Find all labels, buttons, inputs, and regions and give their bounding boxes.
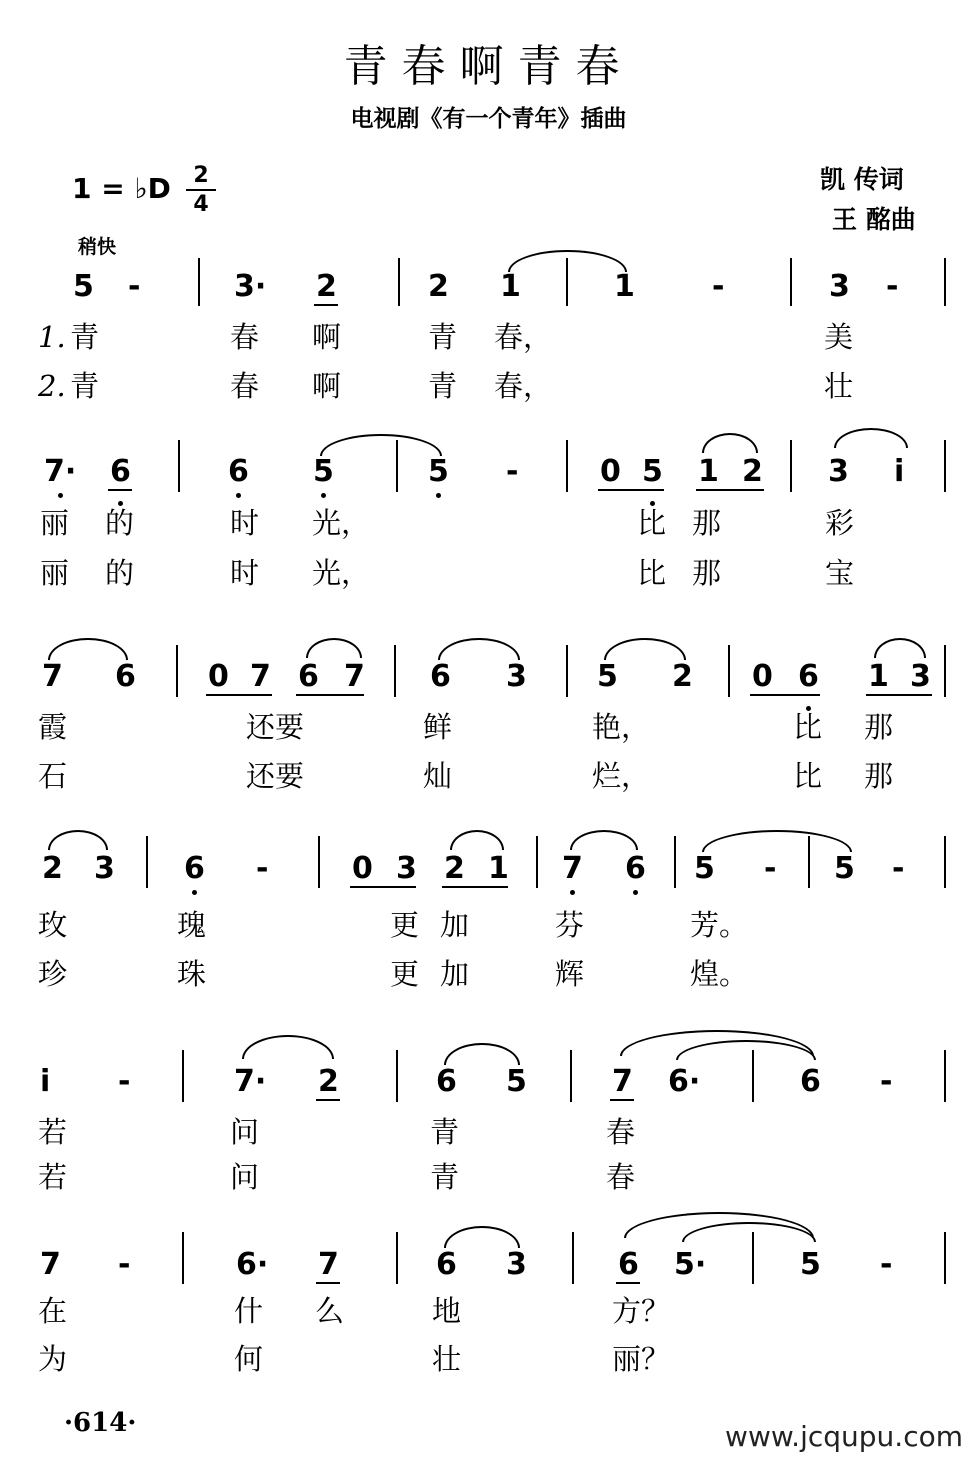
note: 2 [742, 454, 763, 489]
slur [48, 830, 108, 850]
lyric: 玫 [38, 908, 68, 942]
note: 6· [668, 1064, 701, 1099]
barline [146, 836, 148, 888]
barline [944, 645, 946, 697]
lyric: 芳。 [690, 908, 749, 942]
lyric: 那 [692, 506, 722, 540]
note: 6 [618, 1247, 639, 1282]
barline [178, 440, 180, 492]
lyric: 那 [692, 556, 722, 590]
note-text: 5 [313, 454, 334, 489]
note: 3· [234, 269, 267, 304]
slur [306, 638, 362, 658]
lyric: 青 [430, 1160, 460, 1194]
lyric: 若 [38, 1115, 68, 1149]
barline [182, 1050, 184, 1102]
note: 1 [488, 851, 509, 886]
lyric: 美 [824, 320, 854, 354]
note [228, 455, 249, 489]
note: 1 [868, 659, 889, 694]
lyric: 青 [430, 1115, 460, 1149]
slur [874, 638, 926, 658]
note: 5 [597, 659, 618, 694]
note: 0 [352, 851, 373, 886]
note: 1 [698, 454, 719, 489]
tie [702, 830, 852, 852]
note: 5 [800, 1247, 821, 1282]
lyric: 地 [432, 1294, 462, 1328]
note-text: 6 [184, 851, 205, 886]
note: - [886, 269, 899, 304]
lyric: 的 [105, 506, 135, 540]
underline [696, 489, 764, 491]
slur [242, 1035, 334, 1059]
lyric: 丽 [40, 556, 70, 590]
note: 3 [396, 851, 417, 886]
lyric: 芬 [555, 908, 585, 942]
lyric: 石 [38, 759, 68, 793]
underline [598, 489, 664, 491]
note [184, 852, 205, 886]
lyric: 春 [606, 1115, 636, 1149]
lyric: 光， [312, 556, 371, 590]
note: 0 [208, 659, 229, 694]
lyric: 还要 [246, 710, 305, 744]
barline [566, 258, 568, 306]
note-text: 6 [110, 454, 131, 489]
octave-dot [236, 493, 241, 498]
lyric: 比 [793, 710, 823, 744]
lyric: 比 [793, 759, 823, 793]
underline [610, 1099, 634, 1101]
note-text: 5 [428, 454, 449, 489]
note: 5· [674, 1247, 707, 1282]
song-title: 青春啊青春 [343, 41, 634, 92]
barline [182, 1232, 184, 1284]
lyric: 那 [864, 759, 894, 793]
lyric: 丽 [40, 506, 70, 540]
barline [752, 1050, 754, 1102]
lyric: 比 [637, 506, 667, 540]
note [44, 455, 76, 489]
barline [394, 645, 396, 697]
note: - [118, 1064, 131, 1099]
note: 3 [829, 269, 850, 304]
lyric: 更 [390, 908, 420, 942]
lyric: 霞 [38, 710, 68, 744]
lyric: 青 [428, 369, 458, 403]
slur [444, 1043, 520, 1065]
verse-number: 2. [38, 369, 66, 403]
time-signature [186, 162, 216, 218]
barline [396, 1050, 398, 1102]
lyric: 更 [390, 957, 420, 991]
barline [566, 645, 568, 697]
slur [48, 638, 128, 660]
note: 6 [436, 1064, 457, 1099]
lyric: 问 [230, 1115, 260, 1149]
barline [396, 440, 398, 492]
page-number: ·614· [64, 1408, 137, 1438]
note: i [40, 1064, 51, 1099]
key-text: 1 = ♭D [72, 172, 171, 205]
note: 0 [752, 659, 773, 694]
tempo-marking: 稍快 [78, 236, 117, 258]
slur [834, 428, 908, 448]
underline [616, 1282, 640, 1284]
note: 3 [828, 454, 849, 489]
note: 6· [236, 1247, 269, 1282]
slur [444, 1226, 520, 1248]
note: 7· [234, 1064, 267, 1099]
barline [944, 1050, 946, 1102]
lyric: 加 [440, 908, 470, 942]
note [625, 852, 646, 886]
note: - [712, 269, 725, 304]
barline [396, 1232, 398, 1284]
lyric: 春 [230, 369, 260, 403]
note-text: 6 [798, 659, 819, 694]
slur [570, 830, 638, 850]
note: 7 [318, 1247, 339, 1282]
underline [750, 694, 820, 696]
lyric: 么 [315, 1294, 345, 1328]
lyric: 光， [312, 506, 371, 540]
octave-dot [192, 890, 197, 895]
composer-credit: 王 酩曲 [832, 205, 916, 234]
note: 2 [316, 269, 337, 304]
note-text: 6 [625, 851, 646, 886]
barline [572, 1232, 574, 1284]
lyric: 比 [637, 556, 667, 590]
slur [438, 638, 520, 660]
lyric: 丽？ [612, 1342, 671, 1376]
lyric: 为 [38, 1342, 68, 1376]
underline [316, 1099, 340, 1101]
lyric: 煌。 [690, 957, 749, 991]
note: - [892, 851, 905, 886]
lyric: 在 [38, 1294, 68, 1328]
underline [108, 489, 132, 491]
lyric: 春， [494, 369, 553, 403]
note: 0 [600, 454, 621, 489]
lyric: 青 [70, 320, 100, 354]
barline [318, 836, 320, 888]
note: 6 [115, 659, 136, 694]
barline [536, 836, 538, 888]
lyric: 青 [70, 369, 100, 403]
note [562, 852, 583, 886]
lyric: 珠 [177, 957, 207, 991]
lyric: 壮 [824, 369, 854, 403]
note: 7 [40, 1247, 61, 1282]
lyric: 春 [230, 320, 260, 354]
slur [450, 830, 504, 850]
underline [316, 1282, 340, 1284]
octave-dot [570, 890, 575, 895]
lyric: 加 [440, 957, 470, 991]
note: - [880, 1064, 893, 1099]
note [798, 660, 819, 694]
lyric: 那 [864, 710, 894, 744]
lyric: 方？ [612, 1294, 671, 1328]
lyric: 烂， [592, 759, 651, 793]
note: 2 [428, 269, 449, 304]
note: - [118, 1247, 131, 1282]
octave-dot [633, 890, 638, 895]
note: - [128, 269, 141, 304]
note: - [880, 1247, 893, 1282]
time-denominator: 4 [186, 189, 216, 218]
note: 2 [318, 1064, 339, 1099]
note: 5 [73, 269, 94, 304]
slur [604, 638, 686, 660]
underline [442, 886, 508, 888]
lyric: 珍 [38, 957, 68, 991]
note: 2 [42, 851, 63, 886]
lyric: 彩 [825, 506, 855, 540]
tie [320, 434, 442, 456]
verse-number: 1. [38, 320, 66, 354]
lyric: 啊 [312, 369, 342, 403]
slur [702, 433, 758, 453]
lyric: 何 [234, 1342, 264, 1376]
note: 7 [42, 659, 63, 694]
note: i [894, 454, 905, 489]
note: 6 [430, 659, 451, 694]
lyric: 啊 [312, 320, 342, 354]
note [642, 455, 663, 489]
lyricist-credit: 凯 传词 [820, 165, 904, 194]
lyric: 春， [494, 320, 553, 354]
lyric: 的 [105, 556, 135, 590]
key-signature [72, 172, 171, 205]
lyric: 什 [234, 1294, 264, 1328]
song-subtitle: 电视剧《有一个青年》插曲 [350, 106, 627, 132]
note: - [764, 851, 777, 886]
barline [752, 1232, 754, 1284]
time-numerator: 2 [193, 163, 209, 188]
underline [866, 694, 932, 696]
barline [198, 258, 200, 306]
note: 6 [298, 659, 319, 694]
note: 5 [694, 851, 715, 886]
underline [350, 886, 416, 888]
lyric: 瑰 [177, 908, 207, 942]
note: 7 [344, 659, 365, 694]
lyric: 时 [230, 506, 260, 540]
barline [728, 645, 730, 697]
note: 3 [910, 659, 931, 694]
barline [398, 258, 400, 306]
note [313, 455, 334, 489]
watermark: www.jcqupu.com [725, 1420, 963, 1453]
note: 5 [834, 851, 855, 886]
barline [790, 258, 792, 306]
underline [206, 694, 272, 696]
note: 6 [436, 1247, 457, 1282]
note: 7 [250, 659, 271, 694]
note: - [256, 851, 269, 886]
lyric: 时 [230, 556, 260, 590]
lyric: 辉 [555, 957, 585, 991]
octave-dot [58, 493, 63, 498]
lyric: 问 [230, 1160, 260, 1194]
note: 1 [614, 269, 635, 304]
lyric: 春 [606, 1160, 636, 1194]
note: 3 [506, 1247, 527, 1282]
note: 5 [506, 1064, 527, 1099]
lyric: 青 [428, 320, 458, 354]
barline [176, 645, 178, 697]
octave-dot [436, 493, 441, 498]
note-text: 7· [44, 454, 77, 489]
underline [314, 304, 338, 306]
barline [808, 836, 810, 888]
note: 6 [800, 1064, 821, 1099]
barline [944, 440, 946, 492]
note: 1 [500, 269, 521, 304]
note: 7 [612, 1064, 633, 1099]
note-text: 6 [228, 454, 249, 489]
lyric: 鲜 [423, 710, 453, 744]
barline [674, 836, 676, 888]
lyric: 壮 [432, 1342, 462, 1376]
underline [296, 694, 364, 696]
barline [944, 836, 946, 888]
note [110, 455, 131, 489]
barline [566, 440, 568, 492]
lyric: 宝 [825, 556, 855, 590]
note [428, 455, 449, 489]
note-text: 5 [642, 454, 663, 489]
lyric: 还要 [246, 759, 305, 793]
barline [570, 1050, 572, 1102]
octave-dot [321, 493, 326, 498]
note: 2 [444, 851, 465, 886]
barline [944, 1232, 946, 1284]
lyric: 艳， [592, 710, 651, 744]
lyric: 若 [38, 1160, 68, 1194]
barline [790, 440, 792, 492]
note: 3 [506, 659, 527, 694]
note: 2 [672, 659, 693, 694]
note-text: 7 [562, 851, 583, 886]
lyric: 灿 [423, 759, 453, 793]
note: 3 [94, 851, 115, 886]
barline [944, 258, 946, 306]
note: - [506, 454, 519, 489]
